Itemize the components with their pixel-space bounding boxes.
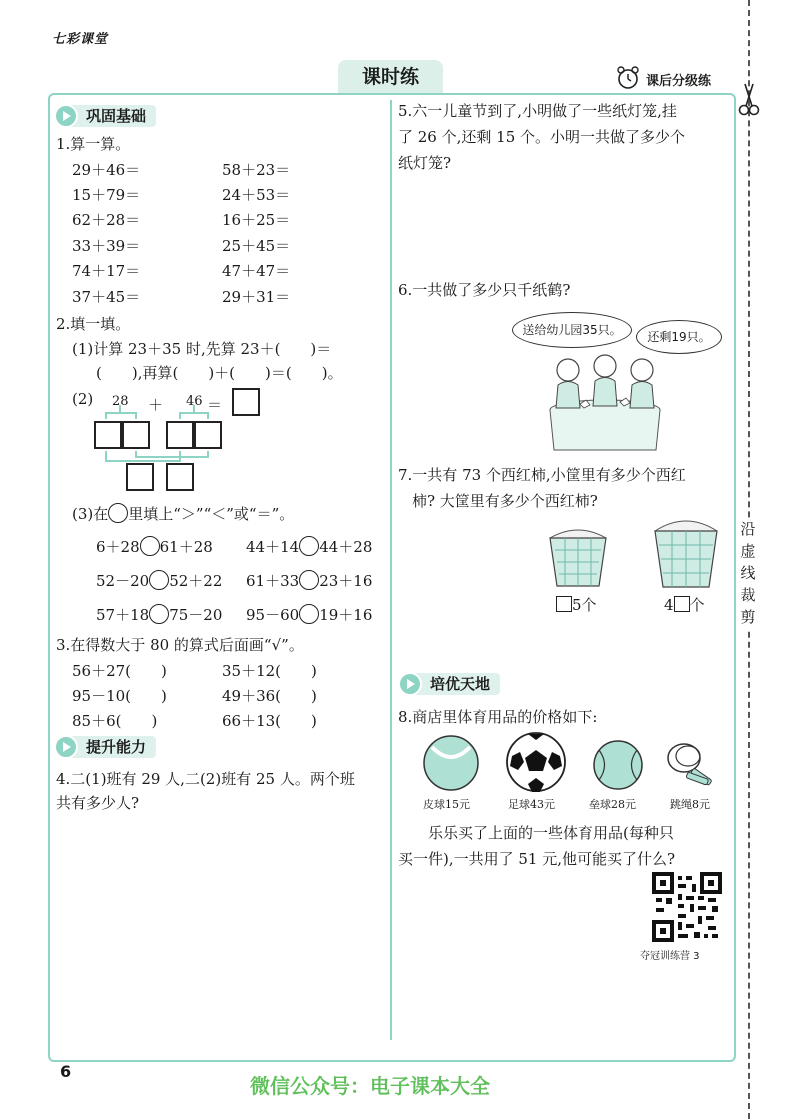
qr-code-icon[interactable] xyxy=(652,872,722,942)
q2-addend-b: 46 xyxy=(186,394,203,409)
q4-line1: 4.二(1)班有 29 人,二(2)班有 25 人。两个班 xyxy=(56,770,355,788)
q2-title: 2.填一填。 xyxy=(56,315,131,333)
q2-part3-instruction: (3)在 里填上“＞”“＜”或“＝”。 xyxy=(72,505,295,523)
compare-row: 61＋33 23＋16 xyxy=(246,572,373,590)
page-title: 课时练 xyxy=(338,60,443,94)
speech-bubble-right: 还剩19只。 xyxy=(636,320,722,354)
q1-right-1: 58＋23＝ xyxy=(222,161,291,179)
q5-line2: 了 26 个,还剩 15 个。小明一共做了多少个 xyxy=(398,128,686,146)
q1-left-6: 37＋45＝ xyxy=(72,288,141,306)
q8-line1: 8.商店里体育用品的价格如下: xyxy=(398,708,598,726)
q3-item-3[interactable]: 95－10( ) xyxy=(72,687,167,705)
compare-circle[interactable] xyxy=(149,604,169,624)
compare-circle[interactable] xyxy=(299,604,319,624)
price-rubber-ball: 皮球15元 xyxy=(423,798,470,811)
scissors-icon xyxy=(738,82,760,118)
column-divider xyxy=(390,100,392,1040)
jump-rope-icon xyxy=(664,738,720,790)
big-basket-icon xyxy=(652,515,720,591)
section-advanced xyxy=(398,672,500,696)
section-basic-label: 巩固基础 xyxy=(72,105,156,127)
q1-left-5: 74＋17＝ xyxy=(72,262,141,280)
q1-right-5: 47＋47＝ xyxy=(222,262,291,280)
q1-right-3: 16＋25＝ xyxy=(222,211,291,229)
compare-row: 57＋18 75－20 xyxy=(96,606,223,624)
q4-line2: 共有多少人? xyxy=(56,794,140,812)
price-jump-rope: 跳绳8元 xyxy=(670,798,710,811)
q1-left-3: 62＋28＝ xyxy=(72,211,141,229)
section-improve xyxy=(54,735,156,759)
q7-line2: 柿? 大筐里有多少个西红柿? xyxy=(412,492,598,510)
q1-left-1: 29＋46＝ xyxy=(72,161,141,179)
softball-icon xyxy=(590,738,646,792)
alarm-clock-icon xyxy=(616,66,640,90)
big-basket-box[interactable] xyxy=(674,596,690,612)
compare-circle[interactable] xyxy=(149,570,169,590)
q3-item-6[interactable]: 66＋13( ) xyxy=(222,712,317,730)
compare-row: 52－20 52＋22 xyxy=(96,572,223,590)
football-icon xyxy=(504,730,568,794)
q2-plus: ＋ xyxy=(148,396,164,414)
speech-bubble-left: 送给幼儿园35只。 xyxy=(512,312,632,348)
q2-part2-label: (2) xyxy=(72,390,94,408)
price-football: 足球43元 xyxy=(508,798,555,811)
wechat-watermark: 微信公众号：电子课本大全 xyxy=(250,1074,490,1098)
q2-split-box-4[interactable] xyxy=(194,421,222,449)
q2-answer-box[interactable] xyxy=(232,388,260,416)
q5-line3: 纸灯笼? xyxy=(398,154,452,172)
q3-title: 3.在得数大于 80 的算式后面画“√”。 xyxy=(56,636,304,654)
q2-equals: ＝ xyxy=(207,396,223,414)
q1-right-6: 29＋31＝ xyxy=(222,288,291,306)
q3-item-2[interactable]: 35＋12( ) xyxy=(222,662,317,680)
q2-result-box-2[interactable] xyxy=(166,463,194,491)
q2-result-box-1[interactable] xyxy=(126,463,154,491)
cut-instruction: 沿虚线裁剪 xyxy=(737,518,759,628)
q2-part1-line1: (1)计算 23＋35 时,先算 23＋( )＝ xyxy=(72,340,332,358)
section-basic xyxy=(54,104,156,128)
q8-text2: 买一件),一共用了 51 元,他可能买了什么? xyxy=(398,850,676,868)
q1-right-4: 25＋45＝ xyxy=(222,237,291,255)
compare-circle[interactable] xyxy=(299,536,319,556)
small-basket-box[interactable] xyxy=(556,596,572,612)
q7-line1: 7.一共有 73 个西红柿,小筐里有多少个西红 xyxy=(398,466,686,484)
q8-text1: 乐乐买了上面的一些体育用品(每种只 xyxy=(428,824,674,842)
q2-addend-a: 28 xyxy=(112,394,129,409)
brand-logo: 七彩课堂 xyxy=(52,32,109,47)
compare-circle[interactable] xyxy=(140,536,160,556)
section-advanced-label: 培优天地 xyxy=(416,673,500,695)
q3-item-1[interactable]: 56＋27( ) xyxy=(72,662,167,680)
q3-item-5[interactable]: 85＋6( ) xyxy=(72,712,158,730)
rubber-ball-icon xyxy=(418,733,484,793)
q2-split-box-1[interactable] xyxy=(94,421,122,449)
compare-row: 44＋14 44＋28 xyxy=(246,538,373,556)
play-icon xyxy=(54,104,78,128)
small-basket-label: 5个 xyxy=(556,594,597,615)
section-improve-label: 提升能力 xyxy=(72,736,156,758)
q2-part1-line2: ( ),再算( )＋( )＝( )。 xyxy=(96,364,343,382)
compare-row: 6＋28 61＋28 xyxy=(96,538,213,556)
q1-left-2: 15＋79＝ xyxy=(72,186,141,204)
q2-split-box-3[interactable] xyxy=(166,421,194,449)
play-icon xyxy=(54,735,78,759)
qr-label: 夺冠训练营 3 xyxy=(640,951,700,962)
q6-line1: 6.一共做了多少只千纸鹤? xyxy=(398,281,571,299)
children-table-illustration xyxy=(540,340,670,455)
play-icon xyxy=(398,672,422,696)
q2-split-box-2[interactable] xyxy=(122,421,150,449)
compare-row: 95－60 19＋16 xyxy=(246,606,373,624)
page-number: 6 xyxy=(60,1062,72,1081)
small-basket-icon xyxy=(547,524,609,590)
q5-line1: 5.六一儿童节到了,小明做了一些纸灯笼,挂 xyxy=(398,102,677,120)
price-softball: 垒球28元 xyxy=(589,798,636,811)
q1-title: 1.算一算。 xyxy=(56,135,131,153)
page-subtitle: 课后分级练 xyxy=(646,74,712,89)
q1-left-4: 33＋39＝ xyxy=(72,237,141,255)
compare-circle[interactable] xyxy=(299,570,319,590)
q3-item-4[interactable]: 49＋36( ) xyxy=(222,687,317,705)
q1-right-2: 24＋53＝ xyxy=(222,186,291,204)
big-basket-label: 4 个 xyxy=(664,596,705,614)
